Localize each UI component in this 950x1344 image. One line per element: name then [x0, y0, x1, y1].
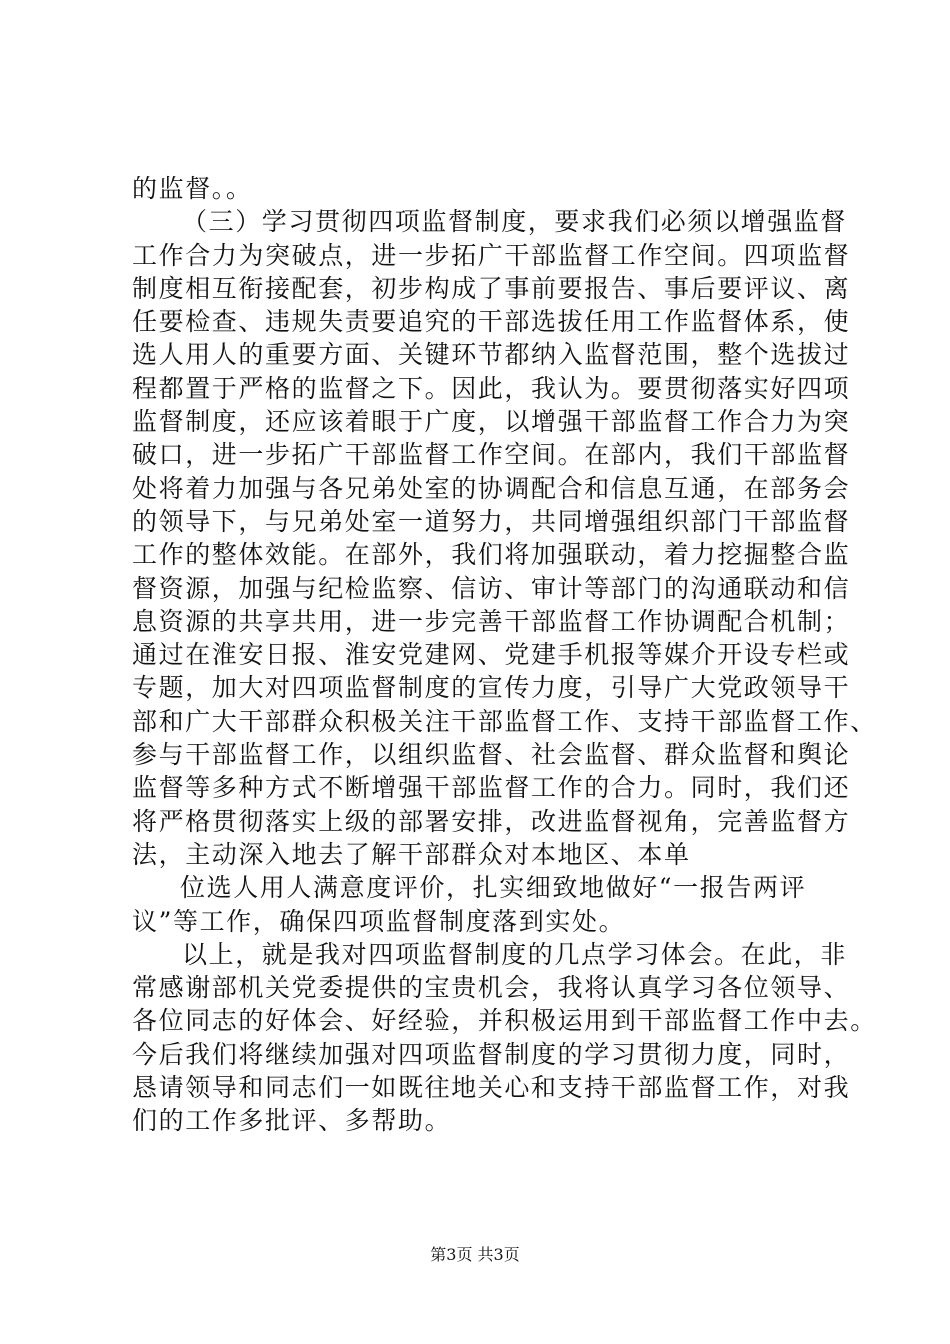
text-line: 部和广大干部群众积极关注干部监督工作、支持干部监督工作、 [132, 706, 877, 736]
text-line: 专题，加大对四项监督制度的宣传力度，引导广大党政领导干 [132, 673, 851, 703]
page-number-label: 第3页 共3页 [430, 1245, 520, 1264]
text-line: 选人用人的重要方面、关键环节都纳入监督范围，整个选拔过 [132, 340, 851, 370]
text-line: 的领导下，与兄弟处室一道努力，共同增强组织部门干部监督 [132, 506, 851, 536]
text-line: 监督等多种方式不断增强干部监督工作的合力。同时，我们还 [132, 773, 851, 803]
text-line: 参与干部监督工作，以组织监督、社会监督、群众监督和舆论 [132, 740, 851, 770]
document-body [132, 172, 877, 1138]
text-line: 督资源，加强与纪检监察、信访、审计等部门的沟通联动和信 [132, 573, 851, 603]
text-line: 工作合力为突破点，进一步拓广干部监督工作空间。四项监督 [132, 240, 851, 270]
text-line: 议”等工作，确保四项监督制度落到实处。 [132, 906, 626, 936]
paragraph-start-line: 以上，就是我对四项监督制度的几点学习体会。在此，非 [182, 939, 848, 969]
text-line: 任要检查、违规失责要追究的干部选拔任用工作监督体系，使 [132, 307, 851, 337]
text-line: 法，主动深入地去了解干部群众对本地区、本单 [132, 839, 691, 869]
text-line: 常感谢部机关党委提供的宝贵机会，我将认真学习各位领导、 [132, 973, 851, 1003]
paragraph-start-line: （三）学习贯彻四项监督制度，要求我们必须以增强监督 [182, 207, 848, 237]
text-line: 各位同志的好体会、好经验，并积极运用到干部监督工作中去。 [132, 1006, 877, 1036]
text-line: 们的工作多批评、多帮助。 [132, 1106, 452, 1136]
page-footer [0, 1244, 950, 1266]
text-line: 息资源的共享共用，进一步完善干部监督工作协调配合机制； [132, 606, 851, 636]
text-line: 破口，进一步拓广干部监督工作空间。在部内，我们干部监督 [132, 440, 851, 470]
text-line: 恳请领导和同志们一如既往地关心和支持干部监督工作，对我 [132, 1073, 851, 1103]
text-line: 将严格贯彻落实上级的部署安排，改进监督视角，完善监督方 [132, 806, 851, 836]
text-line: 今后我们将继续加强对四项监督制度的学习贯彻力度，同时， [132, 1039, 851, 1069]
text-line: 通过在淮安日报、淮安党建网、党建手机报等媒介开设专栏或 [132, 640, 851, 670]
text-line: 制度相互衔接配套，初步构成了事前要报告、事后要评议、离 [132, 273, 851, 303]
text-line: 监督制度，还应该着眼于广度，以增强干部监督工作合力为突 [132, 407, 851, 437]
text-line: 工作的整体效能。在部外，我们将加强联动，着力挖掘整合监 [132, 540, 851, 570]
text-line: 的监督。。 [132, 174, 253, 203]
text-line: 处将着力加强与各兄弟处室的协调配合和信息互通，在部务会 [132, 473, 851, 503]
text-line: 程都置于严格的监督之下。因此，我认为。要贯彻落实好四项 [132, 373, 851, 403]
paragraph-start-line: 位选人用人满意度评价，扎实细致地做好“一报告两评 [180, 873, 807, 903]
